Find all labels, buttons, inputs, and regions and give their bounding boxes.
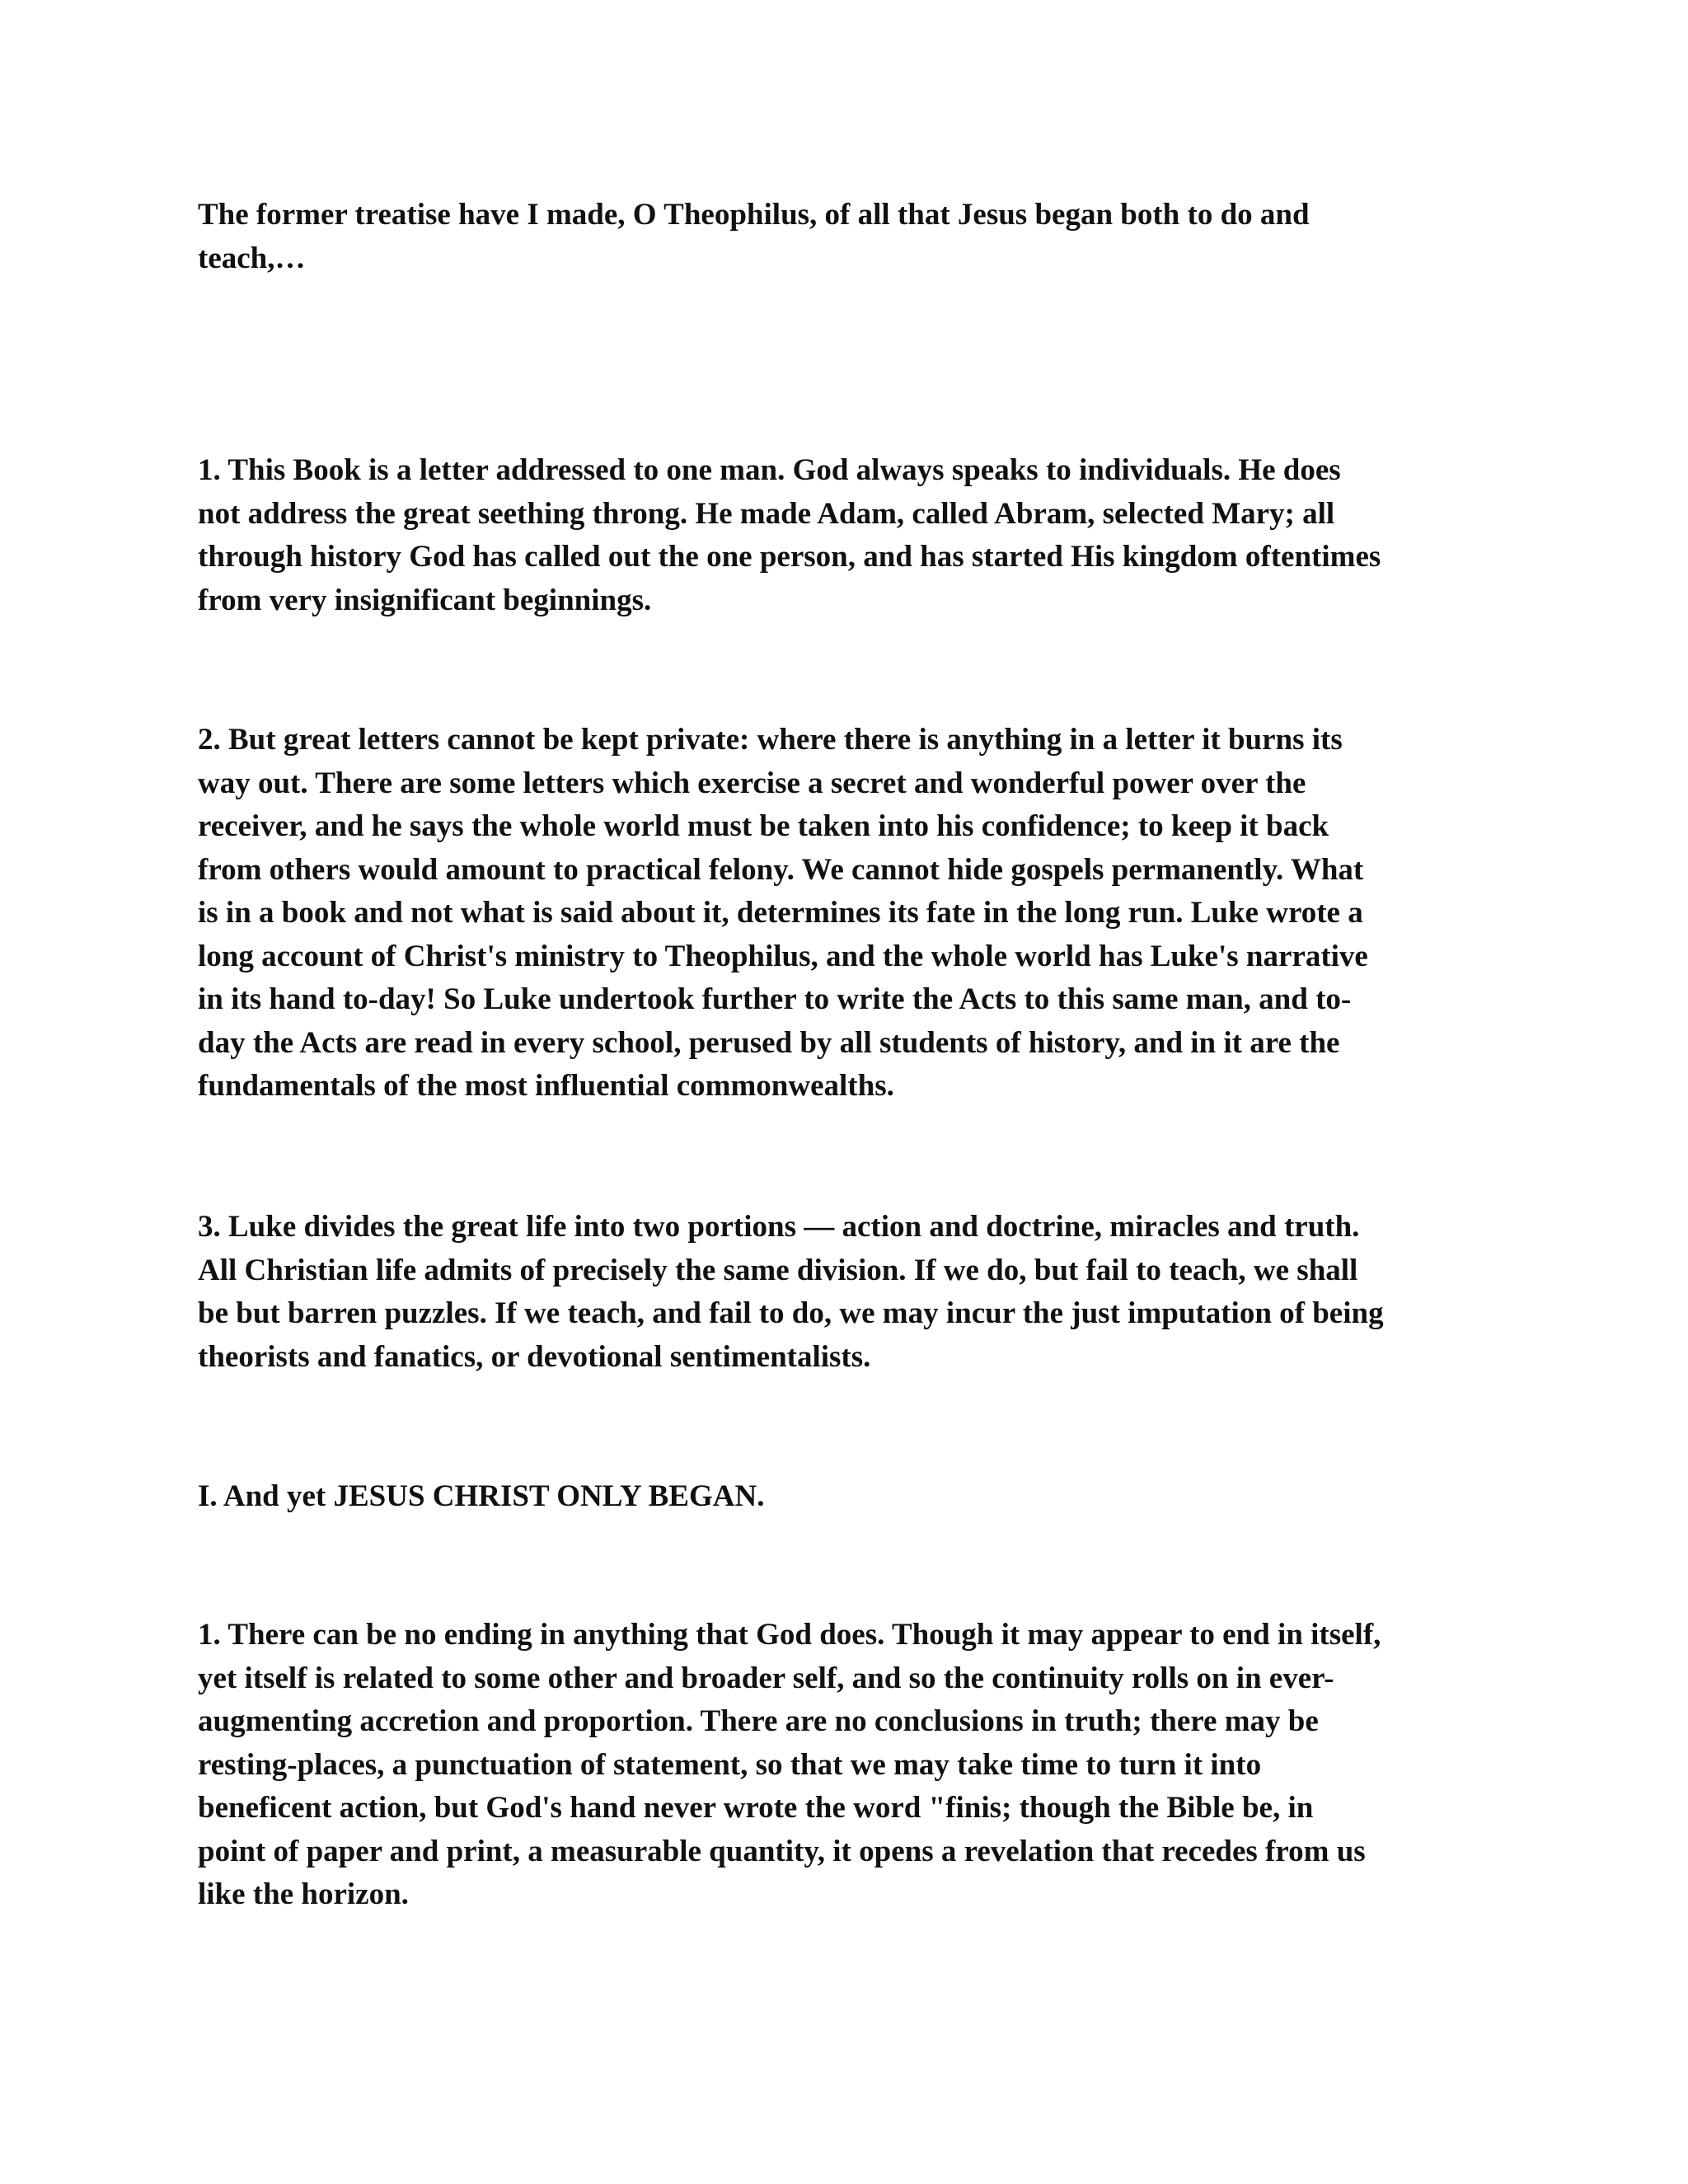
text-line: All Christian life admits of precisely the same division. If we do, but fail to teach, we shall bbox=[198, 1253, 1358, 1287]
text-line: beneficent action, but God's hand never wrote the word "finis; though the Bible be, in bbox=[198, 1791, 1314, 1825]
epigraph-quote bbox=[198, 194, 1484, 280]
text-line: from very insignificant beginnings. bbox=[198, 583, 652, 617]
text-line: resting-places, a punctuation of statement, so that we may take time to turn it into bbox=[198, 1747, 1262, 1782]
text-line: is in a book and not what is said about it, determines its fate in the long run. Luke wrote a bbox=[198, 896, 1363, 930]
text-line: from others would amount to practical felony. We cannot hide gospels permanently. What bbox=[198, 852, 1364, 887]
paragraph-1 bbox=[198, 449, 1484, 622]
text-line: be but barren puzzles. If we teach, and fail to do, we may incur the just imputation of being bbox=[198, 1296, 1384, 1330]
text-line: 1. There can be no ending in anything that God does. Though it may appear to end in itself, bbox=[198, 1618, 1381, 1652]
paragraph-4 bbox=[198, 1614, 1484, 1917]
paragraph-3 bbox=[198, 1206, 1484, 1379]
text-line: I. And yet JESUS CHRIST ONLY BEGAN. bbox=[198, 1479, 765, 1513]
text-line: receiver, and he says the whole world must be taken into his confidence; to keep it back bbox=[198, 809, 1329, 843]
text-line: not address the great seething throng. He made Adam, called Abram, selected Mary; all bbox=[198, 496, 1335, 531]
section-heading bbox=[198, 1475, 1484, 1519]
text-line: like the horizon. bbox=[198, 1877, 409, 1911]
text-line: in its hand to-day! So Luke undertook further to write the Acts to this same man, and to- bbox=[198, 982, 1352, 1016]
text-line: The former treatise have I made, O Theophilus, of all that Jesus began both to do and bbox=[198, 198, 1310, 232]
text-line: 2. But great letters cannot be kept private: where there is anything in a letter it burns its bbox=[198, 723, 1343, 757]
text-line: theorists and fanatics, or devotional sentimentalists. bbox=[198, 1339, 871, 1374]
text-line: point of paper and print, a measurable quantity, it opens a revelation that recedes from us bbox=[198, 1834, 1366, 1868]
text-line: augmenting accretion and proportion. There are no conclusions in truth; there may be bbox=[198, 1704, 1319, 1738]
text-line: long account of Christ's ministry to Theophilus, and the whole world has Luke's narrative bbox=[198, 939, 1368, 973]
text-line: 3. Luke divides the great life into two portions — action and doctrine, miracles and truth. bbox=[198, 1210, 1360, 1244]
text-line: fundamentals of the most influential commonwealths. bbox=[198, 1069, 894, 1103]
paragraph-2 bbox=[198, 719, 1484, 1108]
text-line: teach,… bbox=[198, 241, 306, 275]
text-line: yet itself is related to some other and broader self, and so the continuity rolls on in ever- bbox=[198, 1661, 1334, 1695]
text-line: way out. There are some letters which exercise a secret and wonderful power over the bbox=[198, 766, 1306, 800]
text-line: through history God has called out the one person, and has started His kingdom oftentimes bbox=[198, 540, 1381, 574]
text-line: day the Acts are read in every school, perused by all students of history, and in it are the bbox=[198, 1025, 1340, 1060]
text-line: 1. This Book is a letter addressed to one man. God always speaks to individuals. He does bbox=[198, 453, 1341, 487]
